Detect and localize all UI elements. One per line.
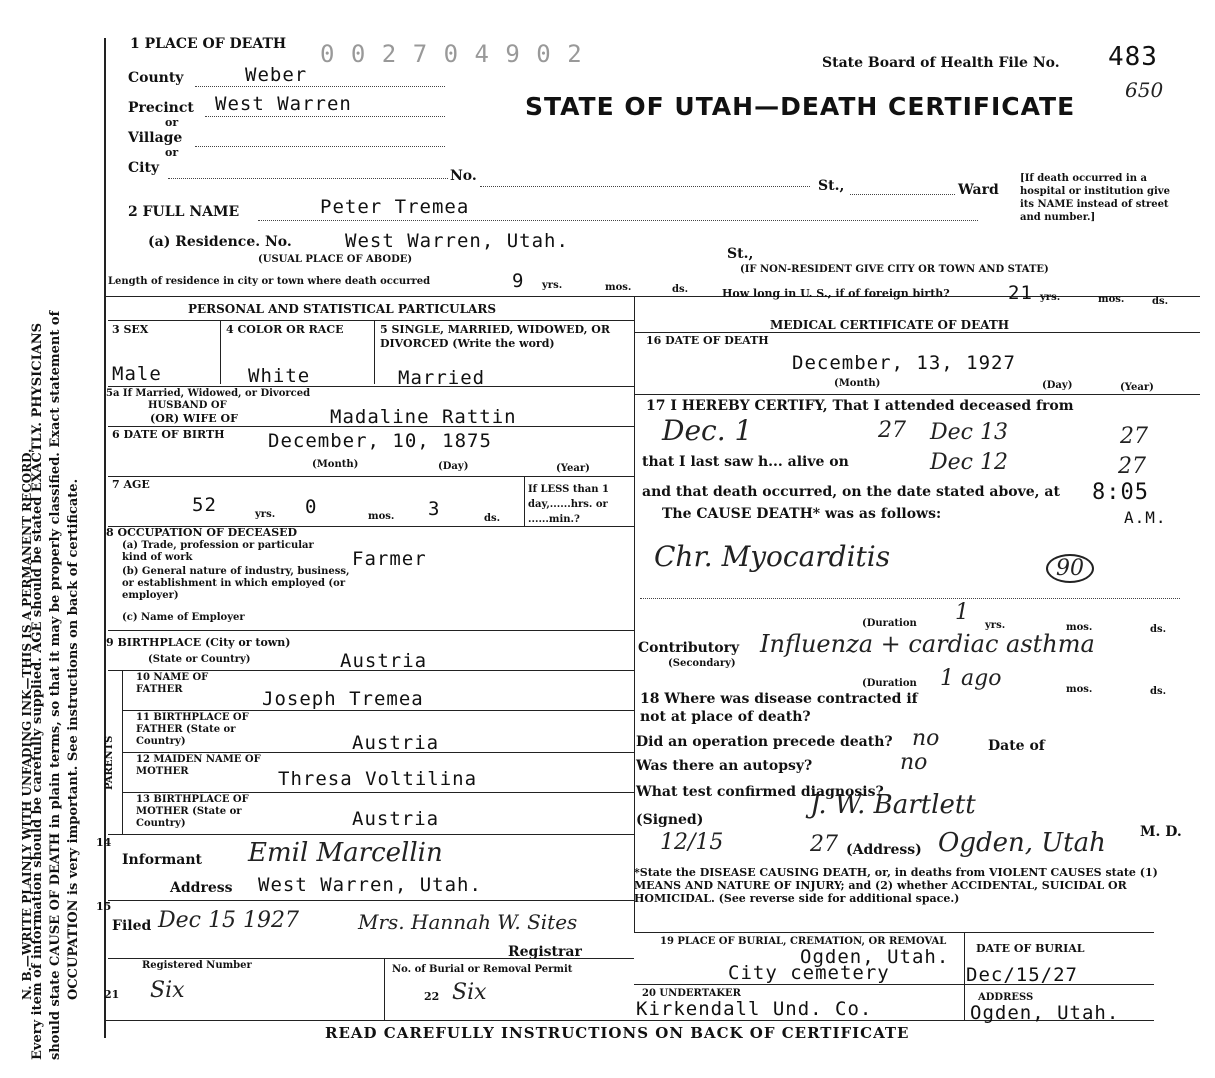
row-line: [634, 984, 1154, 985]
city-label: City: [128, 160, 160, 176]
am-pm: A.M.: [1124, 508, 1167, 527]
age-ds: ds.: [484, 513, 501, 524]
st-line: [850, 194, 955, 195]
father-name-value: Joseph Tremea: [262, 688, 424, 710]
mother-birthplace-label: 13 BIRTHPLACE OF MOTHER (State or Country): [136, 794, 249, 829]
mother-name-label: 12 MAIDEN NAME OF MOTHER: [136, 754, 261, 777]
informant-num: 14: [96, 836, 112, 849]
filed-num: 15: [96, 900, 112, 913]
dob-month: (Month): [312, 459, 359, 470]
file-number-label: State Board of Health File No.: [822, 55, 1060, 71]
occupation-label: 8 OCCUPATION OF DECEASED: [106, 526, 298, 539]
less-than-day: If LESS than 1 day,......hrs. or ......min.?: [528, 484, 609, 525]
contributory-cause: Influenza + cardiac asthma: [760, 630, 1095, 658]
us-label: How long in U. S., if of foreign birth?: [722, 287, 950, 300]
burial-date-label: DATE OF BURIAL: [976, 942, 1085, 955]
row-line: [634, 394, 1200, 395]
residence-value: West Warren, Utah.: [345, 230, 569, 252]
secondary-label: (Secondary): [668, 658, 736, 669]
full-name-value: Peter Tremea: [320, 196, 470, 218]
color-value: White: [248, 365, 311, 387]
birthplace-sub: (State or Country): [148, 654, 251, 665]
length-ds: ds.: [672, 284, 689, 295]
q18-text: 18 Where was disease contracted if not at place of death?: [640, 691, 918, 725]
operation-label: Did an operation precede death?: [636, 734, 893, 750]
filed-label: Filed: [112, 918, 152, 934]
death-month: (Month): [834, 378, 881, 389]
us-mos: mos.: [1098, 294, 1125, 305]
birthplace-label: 9 BIRTHPLACE (City or town): [106, 636, 291, 649]
occupation-a: (a) Trade, profession or particular kind of work: [122, 540, 314, 563]
city-no-label: No.: [450, 168, 477, 184]
duration-mos: mos.: [1066, 622, 1093, 633]
md-label: M. D.: [1140, 824, 1182, 840]
hospital-note: [If death occurred in a hospital or institution give its NAME instead of street and number.]: [1020, 173, 1170, 223]
file-number: 483: [1108, 42, 1158, 72]
dob-year: (Year): [556, 463, 590, 474]
side-instruction-1: Every item of information should be carefully supplied. AGE should be stated EXACTLY. PHYSICIANS: [30, 322, 45, 1060]
parents-label: PARENTS: [104, 735, 115, 790]
length-residence-label: Length of residence in city or town where death occurred: [108, 276, 431, 287]
death-time: 8:05: [1092, 480, 1149, 505]
cause-instructions: *State the DISEASE CAUSING DEATH, or, in deaths from VIOLENT CAUSES state (1) MEANS AND NATURE OF INJURY; and (2) whether ACCIDENTAL, SUICIDAL OR HOMICIDAL. (See reverse side for additional space.): [634, 866, 1158, 905]
row-line: [108, 900, 634, 901]
cause-of-death: Chr. Myocarditis: [654, 540, 891, 573]
place-of-death-label: 1 PLACE OF DEATH: [130, 36, 287, 52]
full-name-label: 2 FULL NAME: [128, 204, 240, 220]
date-of-death-value: December, 13, 1927: [792, 352, 1016, 374]
physician-address: Ogden, Utah: [938, 828, 1106, 858]
undertaker-address: Ogden, Utah.: [970, 1002, 1120, 1024]
father-birthplace-value: Austria: [352, 732, 440, 754]
row-line: [108, 386, 634, 387]
medical-header: MEDICAL CERTIFICATE OF DEATH: [770, 318, 1010, 332]
registered-number-label: Registered Number: [142, 960, 252, 971]
county-value: Weber: [245, 64, 308, 86]
father-birthplace-label: 11 BIRTHPLACE OF FATHER (State or Country): [136, 712, 249, 747]
full-name-line: [258, 220, 978, 221]
precinct-label: Precinct: [128, 100, 194, 116]
cause-code: 90: [1046, 554, 1094, 583]
row-line: [108, 630, 634, 631]
attended-to-year: 27: [1120, 424, 1148, 449]
row-line: [122, 752, 634, 753]
side-instruction-3: OCCUPATION is very important. See instructions on back of certificate.: [66, 478, 81, 1000]
duration-yrs: yrs.: [985, 620, 1006, 631]
county-line: [195, 86, 445, 87]
certify-text: 17 I HEREBY CERTIFY, That I attended deceased from: [646, 398, 1074, 414]
city-line: [168, 178, 448, 179]
registrar-signature: Mrs. Hannah W. Sites: [358, 910, 578, 934]
burial-place-1: Ogden, Utah.: [800, 946, 950, 968]
side-instruction-2: should state CAUSE OF DEATH in plain terms, so that it may be properly classified. Exact statement of: [48, 310, 63, 1060]
abode-note: (USUAL PLACE OF ABODE): [258, 254, 413, 265]
contrib-ds: ds.: [1150, 686, 1167, 697]
registrar-label: Registrar: [508, 944, 582, 960]
attended-from-year: 27: [878, 418, 906, 443]
or-1: or: [165, 116, 179, 129]
attended-from: Dec. 1: [662, 414, 753, 447]
precinct-value: West Warren: [215, 93, 352, 115]
death-year: (Year): [1120, 382, 1154, 393]
duration-value: 1: [955, 600, 969, 625]
village-label: Village: [128, 130, 183, 146]
certificate-title: STATE OF UTAH—DEATH CERTIFICATE: [525, 92, 1076, 121]
undertaker-label: 20 UNDERTAKER: [642, 988, 741, 999]
length-yrs: yrs.: [542, 280, 563, 291]
col-line: [964, 932, 965, 1020]
signed-date: 12/15: [660, 830, 724, 855]
death-day: (Day): [1042, 380, 1073, 391]
row-line: [108, 670, 634, 671]
row-line: [634, 332, 1200, 333]
col-line: [220, 320, 221, 384]
sex-value: Male: [112, 363, 162, 385]
age-yrs: yrs.: [255, 509, 276, 520]
marital-label: 5 SINGLE, MARRIED, WIDOWED, OR DIVORCED (Write the word): [380, 323, 611, 350]
marital-value: Married: [398, 367, 486, 389]
undertaker-value: Kirkendall Und. Co.: [636, 998, 873, 1020]
divider-top: [104, 296, 1200, 297]
contrib-mos: mos.: [1066, 684, 1093, 695]
contrib-duration: 1 ago: [940, 666, 1002, 691]
age-days: 3: [428, 498, 441, 520]
last-seen-date: Dec 12: [930, 450, 1008, 475]
spouse-label-1: 5a If Married, Widowed, or Divorced: [106, 388, 311, 399]
burial-place-label: 19 PLACE OF BURIAL, CREMATION, OR REMOVAL: [660, 936, 947, 947]
sex-label: 3 SEX: [112, 323, 149, 336]
contributory-label: Contributory: [638, 640, 740, 656]
occupation-b: (b) General nature of industry, business, or establishment in which employed (or employer): [122, 566, 350, 601]
autopsy-label: Was there an autopsy?: [636, 758, 813, 774]
personal-header: PERSONAL AND STATISTICAL PARTICULARS: [188, 302, 497, 316]
spouse-label-3: (OR) WIFE OF: [150, 412, 238, 425]
length-residence-years: 9: [512, 270, 525, 292]
signed-year: 27: [810, 832, 838, 857]
side-permanent-record: N. B.—WRITE PLAINLY WITH UNFADING INK—THIS IS A PERMANENT RECORD.: [20, 448, 34, 1000]
village-line: [195, 146, 445, 147]
residence-st-label: St.,: [727, 246, 754, 262]
footer-instructions: READ CAREFULLY INSTRUCTIONS ON BACK OF CERTIFICATE: [325, 1024, 910, 1042]
age-months: 0: [305, 496, 318, 518]
burial-date: Dec/15/27: [966, 964, 1078, 986]
row-line: [634, 932, 1154, 933]
occurred-text: and that death occurred, on the date stated above, at: [642, 484, 1060, 500]
color-label: 4 COLOR OR RACE: [226, 323, 344, 336]
col-line: [374, 320, 375, 384]
contrib-duration-label: (Duration: [862, 678, 917, 689]
age-years: 52: [192, 494, 217, 516]
age-mos: mos.: [368, 511, 395, 522]
operation-value: no: [912, 726, 940, 751]
residence-label: (a) Residence. No.: [148, 234, 292, 250]
attended-to: Dec 13: [930, 420, 1008, 445]
dob-label: 6 DATE OF BIRTH: [112, 428, 225, 441]
mother-name-value: Thresa Voltilina: [278, 768, 478, 790]
no-line: [480, 186, 810, 187]
spouse-label-2: HUSBAND OF: [148, 400, 227, 411]
informant-address-value: West Warren, Utah.: [258, 874, 482, 896]
informant-label: Informant: [122, 852, 202, 868]
operation-date-label: Date of: [988, 738, 1045, 754]
signed-label: (Signed): [636, 812, 704, 828]
ward-label: Ward: [958, 182, 999, 198]
informant-signature: Emil Marcellin: [248, 838, 443, 868]
last-seen-year: 27: [1118, 454, 1146, 479]
stamp-number: 0 0 2 7 0 4 9 0 2: [320, 40, 583, 68]
dob-value: December, 10, 1875: [268, 430, 492, 452]
row-line: [122, 710, 634, 711]
father-name-label: 10 NAME OF FATHER: [136, 672, 209, 695]
num-22: 22: [424, 990, 440, 1003]
burial-permit-label: No. of Burial or Removal Permit: [392, 964, 573, 975]
filed-date: Dec 15 1927: [158, 908, 299, 933]
num-21: 21: [104, 988, 120, 1001]
undertaker-address-label: ADDRESS: [978, 992, 1034, 1003]
or-2: or: [165, 146, 179, 159]
us-years: 21: [1008, 282, 1033, 304]
duration-ds: ds.: [1150, 624, 1167, 635]
registered-number: Six: [150, 978, 185, 1003]
birthplace-value: Austria: [340, 650, 428, 672]
county-label: County: [128, 70, 184, 86]
row-line: [122, 792, 634, 793]
length-mos: mos.: [605, 282, 632, 293]
col-line: [384, 958, 385, 1020]
burial-permit-number: Six: [452, 980, 487, 1005]
row-line: [108, 426, 634, 427]
mother-birthplace-value: Austria: [352, 808, 440, 830]
row-line: [108, 834, 634, 835]
informant-address-label: Address: [170, 880, 233, 896]
file-extra: 650: [1125, 78, 1164, 102]
test-label: What test confirmed diagnosis?: [636, 784, 884, 800]
autopsy-value: no: [900, 750, 928, 775]
occupation-c: (c) Name of Employer: [122, 612, 245, 623]
occupation-value: Farmer: [352, 548, 427, 570]
duration-label: (Duration: [862, 618, 917, 629]
row-line: [108, 958, 634, 959]
center-divider: [634, 296, 635, 932]
nonresident-note: (IF NON-RESIDENT GIVE CITY OR TOWN AND STATE): [740, 264, 1049, 275]
age-label: 7 AGE: [112, 478, 150, 491]
physician-signature: J. W. Bartlett: [810, 790, 976, 820]
date-of-death-label: 16 DATE OF DEATH: [646, 334, 769, 347]
cause-line: [640, 598, 1180, 599]
physician-address-label: (Address): [846, 842, 922, 858]
row-line: [108, 476, 634, 477]
spouse-value: Madaline Rattin: [330, 406, 517, 428]
precinct-line: [205, 116, 445, 117]
us-ds: ds.: [1152, 296, 1169, 307]
dob-day: (Day): [438, 461, 469, 472]
row-line: [108, 320, 634, 321]
col-line: [524, 476, 525, 526]
burial-place-2: City cemetery: [728, 962, 890, 984]
city-st-label: St.,: [818, 178, 845, 194]
us-yrs: yrs.: [1040, 292, 1061, 303]
cause-label: The CAUSE DEATH* was as follows:: [662, 506, 942, 522]
last-saw-text: that I last saw h... alive on: [642, 454, 849, 470]
